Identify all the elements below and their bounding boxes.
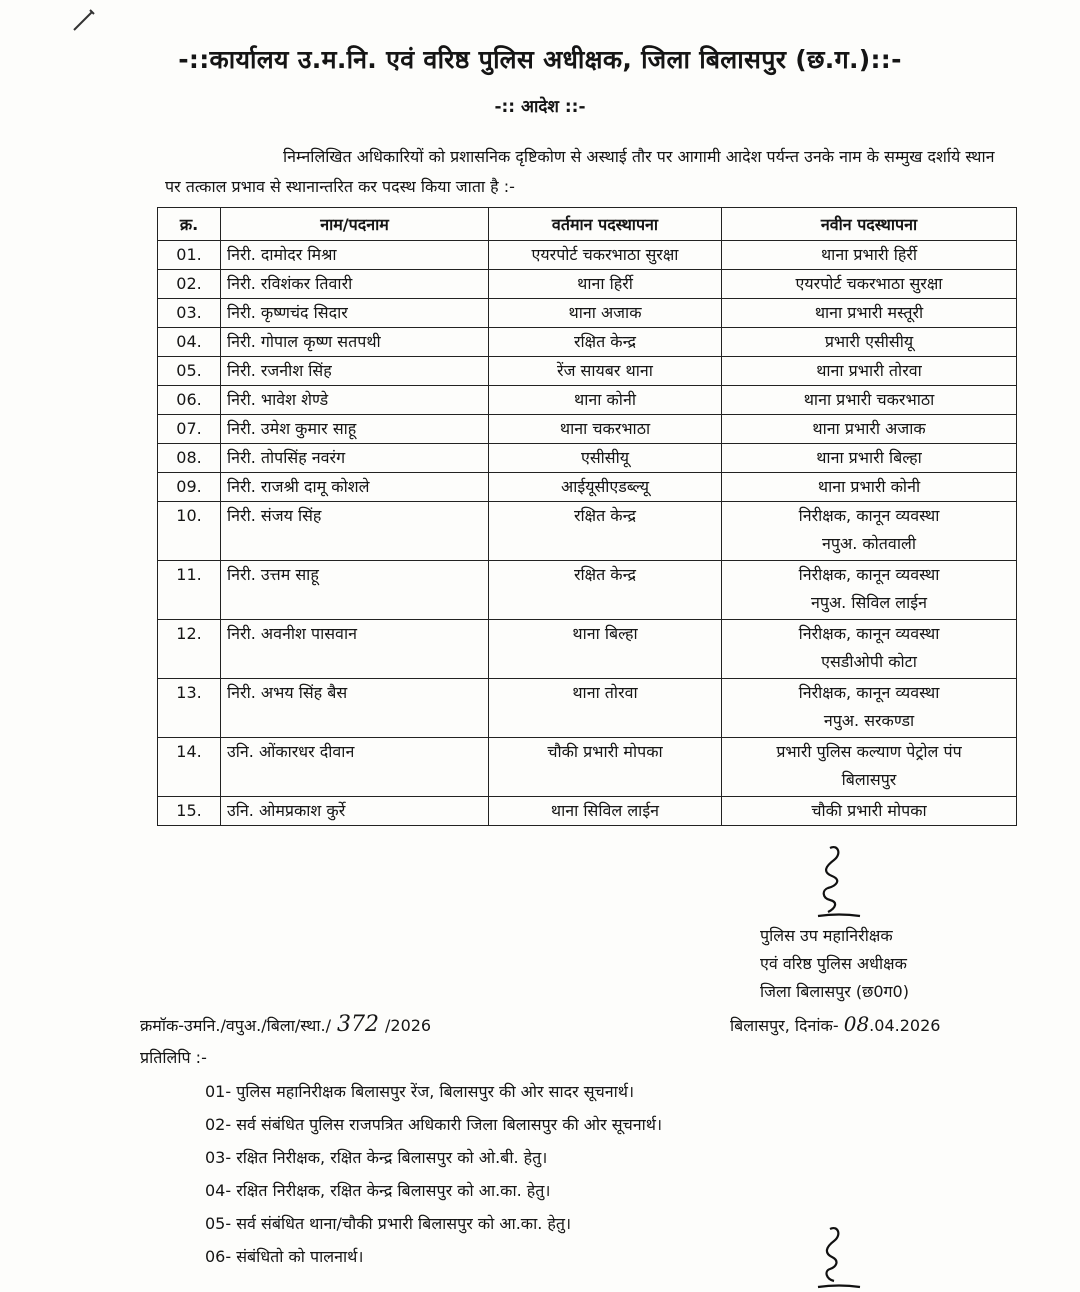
col-header-name: नाम/पदनाम [221,208,489,241]
name-cell: निरी. अवनीश पासवान [221,620,489,679]
current-posting-cell: थाना अजाक [489,299,722,328]
table-row [158,738,1017,797]
table-row [158,415,1017,444]
signatory-line-3: जिला बिलासपुर (छ0ग0) [760,982,909,1001]
serial-cell: 09. [158,473,221,502]
table-row [158,502,1017,561]
serial-cell: 01. [158,241,221,270]
name-cell: निरी. अभय सिंह बैस [221,679,489,738]
new-posting-line-1: थाना प्रभारी चकरभाठा [803,390,935,409]
name-cell: निरी. कृष्णचंद सिदार [221,299,489,328]
new-posting-cell [722,270,1017,299]
name-cell: निरी. रजनीश सिंह [221,357,489,386]
list-item: 03- रक्षित निरीक्षक, रक्षित केन्द्र बिलासपुर को ओ.बी. हेतु। [205,1148,548,1167]
list-item: 02- सर्व संबंधित पुलिस राजपत्रित अधिकारी जिला बिलासपुर की ओर सूचनार्थ। [205,1115,663,1134]
current-posting-cell: रक्षित केन्द्र [489,328,722,357]
new-posting-line-1: एयरपोर्ट चकरभाठा सुरक्षा [795,274,943,293]
list-item: 06- संबंधितो को पालनार्थ। [205,1247,364,1266]
new-posting-cell [722,561,1017,620]
name-cell: निरी. रविशंकर तिवारी [221,270,489,299]
list-item: 05- सर्व संबंधित थाना/चौकी प्रभारी बिलासपुर को आ.का. हेतु। [205,1214,572,1233]
new-posting-line-1: निरीक्षक, कानून व्यवस्था [798,683,940,702]
transfer-table [157,207,1017,826]
serial-cell: 02. [158,270,221,299]
signature-mark [808,842,868,922]
new-posting-cell [722,241,1017,270]
name-cell: निरी. दामोदर मिश्रा [221,241,489,270]
new-posting-line-1: निरीक्षक, कानून व्यवस्था [798,624,940,643]
table-row [158,241,1017,270]
serial-cell: 13. [158,679,221,738]
new-posting-line-2: नपुअ. कोतवाली [822,534,916,553]
new-posting-cell [722,797,1017,826]
table-row [158,561,1017,620]
serial-cell: 04. [158,328,221,357]
serial-cell: 12. [158,620,221,679]
new-posting-cell [722,473,1017,502]
current-posting-cell: थाना बिल्हा [489,620,722,679]
current-posting-cell: थाना सिविल लाईन [489,797,722,826]
new-posting-cell [722,415,1017,444]
name-cell: निरी. संजय सिंह [221,502,489,561]
current-posting-cell: थाना कोनी [489,386,722,415]
serial-cell: 07. [158,415,221,444]
order-date [730,1012,940,1036]
new-posting-line-1: थाना प्रभारी बिल्हा [816,448,922,467]
table-row [158,386,1017,415]
new-posting-cell [722,679,1017,738]
serial-cell: 10. [158,502,221,561]
order-ref-prefix: क्रमॉक-उमनि./वपुअ./बिला/स्था./ [140,1016,331,1035]
name-cell: निरी. राजश्री दामू कोशले [221,473,489,502]
office-title: -::कार्यालय उ.म.नि. एवं वरिष्ठ पुलिस अधीक्षक, जिला बिलासपुर (छ.ग.)::- [178,45,902,74]
new-posting-line-1: थाना प्रभारी मस्तूरी [814,303,924,322]
new-posting-cell [722,444,1017,473]
new-posting-line-1: थाना प्रभारी अजाक [812,419,926,438]
order-date-day: 08 [843,1012,870,1036]
new-posting-line-1: प्रभारी एसीसीयू [824,332,914,351]
table-row [158,473,1017,502]
new-posting-line-1: थाना प्रभारी हिर्री [820,245,918,264]
order-ref-number: 372 [337,1012,379,1037]
new-posting-cell [722,738,1017,797]
new-posting-line-2: बिलासपुर [841,770,897,789]
new-posting-line-1: प्रभारी पुलिस कल्याण पेट्रोल पंप [776,742,962,761]
col-header-new-posting: नवीन पदस्थापना [722,208,1017,241]
serial-cell: 11. [158,561,221,620]
transfer-table-body [158,241,1017,826]
list-item: 04- रक्षित निरीक्षक, रक्षित केन्द्र बिलासपुर को आ.का. हेतु। [205,1181,551,1200]
order-reference [140,1012,431,1037]
name-cell: उनि. ओमप्रकाश कुर्रे [221,797,489,826]
new-posting-line-1: निरीक्षक, कानून व्यवस्था [798,506,940,525]
current-posting-cell: रेंज सायबर थाना [489,357,722,386]
intro-paragraph: निम्नलिखित अधिकारियों को प्रशासनिक दृष्टिकोण से अस्थाई तौर पर आगामी आदेश पर्यन्त उनके नाम के सम्मुख दर्शाये स्थान पर तत्काल प्रभाव से स्थानान्तरित कर पदस्थ किया जाता है :- [165,147,995,196]
current-posting-cell: थाना तोरवा [489,679,722,738]
initials-mark [810,1225,870,1292]
table-row [158,299,1017,328]
new-posting-line-2: नपुअ. सरकण्डा [823,711,915,730]
new-posting-line-1: चौकी प्रभारी मोपका [811,801,927,820]
table-row [158,797,1017,826]
table-row [158,357,1017,386]
copy-label: प्रतिलिपि :- [140,1048,207,1067]
order-date-suffix: .04.2026 [869,1016,941,1035]
current-posting-cell: थाना चकरभाठा [489,415,722,444]
serial-cell: 14. [158,738,221,797]
order-ref-suffix: /2026 [385,1016,432,1035]
new-posting-cell [722,357,1017,386]
new-posting-line-1: थाना प्रभारी कोनी [817,477,921,496]
serial-cell: 06. [158,386,221,415]
current-posting-cell: एसीसीयू [489,444,722,473]
serial-cell: 05. [158,357,221,386]
name-cell: निरी. उमेश कुमार साहू [221,415,489,444]
current-posting-cell: एयरपोर्ट चकरभाठा सुरक्षा [489,241,722,270]
name-cell: निरी. उत्तम साहू [221,561,489,620]
new-posting-line-2: एसडीओपी कोटा [821,652,917,671]
col-header-serial: क्र. [158,208,221,241]
table-row [158,328,1017,357]
table-row [158,444,1017,473]
order-date-prefix: बिलासपुर, दिनांक- [730,1016,839,1035]
copy-list [205,1075,662,1273]
name-cell: निरी. भावेश शेण्डे [221,386,489,415]
serial-cell: 03. [158,299,221,328]
list-item: 01- पुलिस महानिरीक्षक बिलासपुर रेंज, बिलासपुर की ओर सादर सूचनार्थ। [205,1082,635,1101]
current-posting-cell: रक्षित केन्द्र [489,502,722,561]
pen-mark-icon [70,6,98,34]
new-posting-line-1: निरीक्षक, कानून व्यवस्था [798,565,940,584]
table-row [158,679,1017,738]
order-heading: -:: आदेश ::- [494,97,586,117]
table-row [158,620,1017,679]
new-posting-cell [722,299,1017,328]
table-header-row [158,208,1017,241]
serial-cell: 15. [158,797,221,826]
name-cell: उनि. ओंकारधर दीवान [221,738,489,797]
serial-cell: 08. [158,444,221,473]
current-posting-cell: चौकी प्रभारी मोपका [489,738,722,797]
new-posting-cell [722,328,1017,357]
current-posting-cell: आईयूसीएडब्ल्यू [489,473,722,502]
name-cell: निरी. गोपाल कृष्ण सतपथी [221,328,489,357]
new-posting-cell [722,386,1017,415]
new-posting-line-2: नपुअ. सिविल लाईन [810,593,928,612]
table-row [158,270,1017,299]
new-posting-cell [722,502,1017,561]
name-cell: निरी. तोपसिंह नवरंग [221,444,489,473]
signatory-block [760,922,960,1006]
signatory-line-2: एवं वरिष्ठ पुलिस अधीक्षक [760,954,907,973]
current-posting-cell: थाना हिर्री [489,270,722,299]
signatory-line-1: पुलिस उप महानिरीक्षक [760,926,893,945]
col-header-current-posting: वर्तमान पदस्थापना [489,208,722,241]
current-posting-cell: रक्षित केन्द्र [489,561,722,620]
new-posting-line-1: थाना प्रभारी तोरवा [816,361,922,380]
new-posting-cell [722,620,1017,679]
